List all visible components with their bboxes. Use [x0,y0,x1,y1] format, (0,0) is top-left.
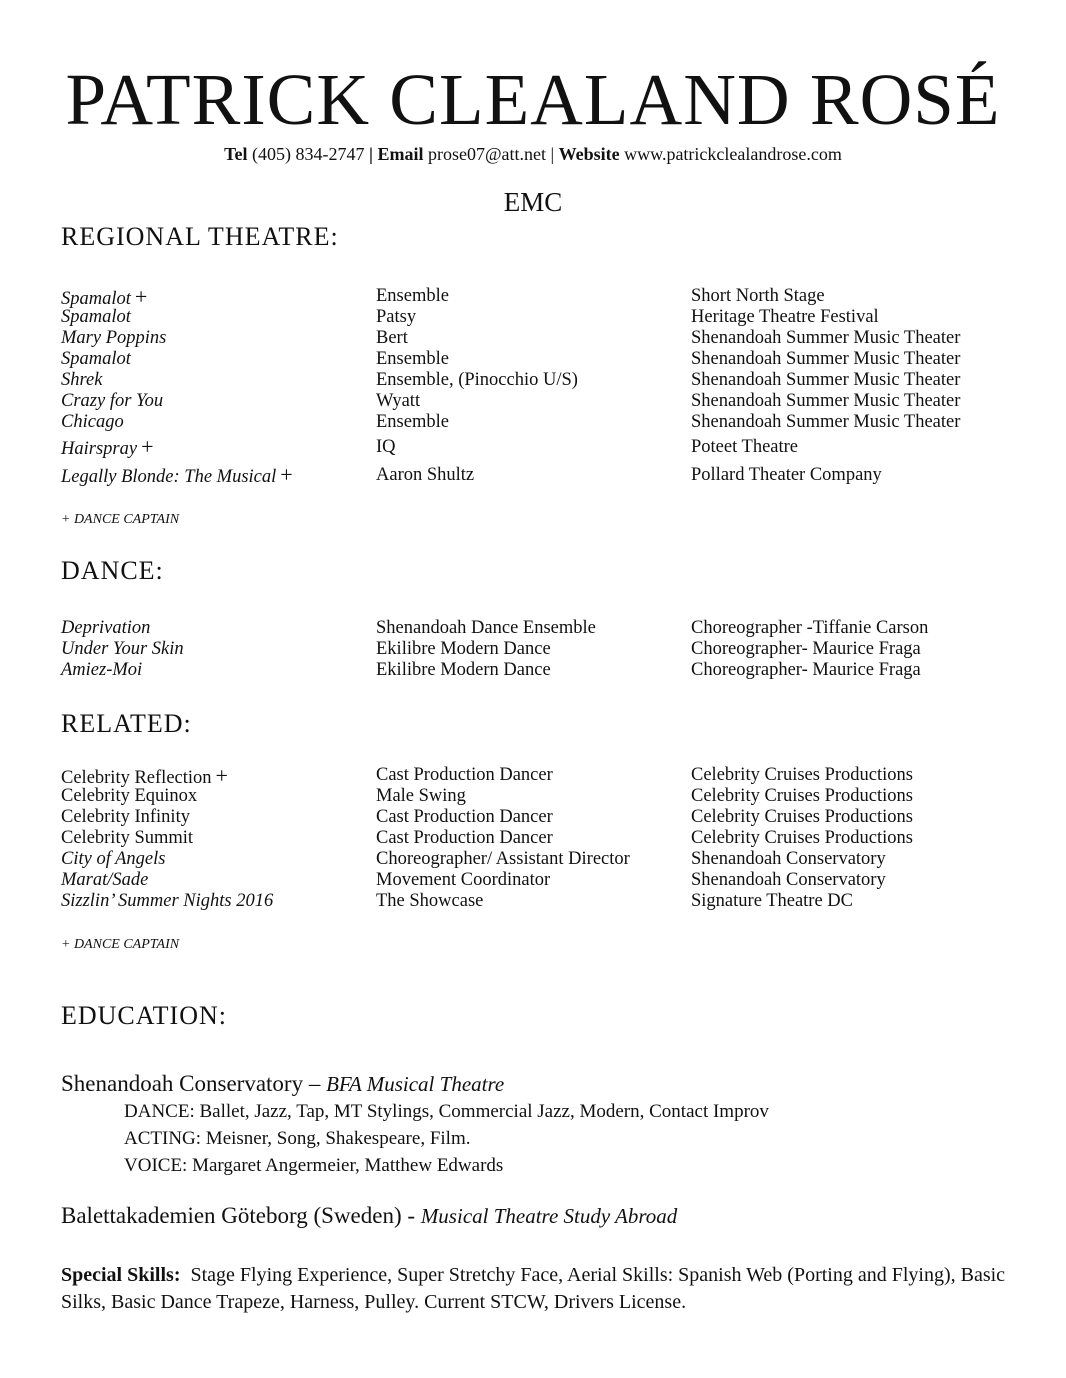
credit-show: Mary Poppins [61,328,167,348]
training-acting: ACTING: Meisner, Song, Shakespeare, Film. [124,1128,471,1149]
credit-row [61,765,1021,786]
credit-venue: Pollard Theater Company [691,465,882,485]
credit-role: IQ [376,437,396,457]
credit-role: Ensemble [376,286,449,306]
credit-show: Celebrity Equinox [61,786,198,806]
union-status: EMC [503,187,563,217]
tel-value: (405) 834-2747 [251,144,365,164]
credit-venue: Shenandoah Summer Music Theater [691,391,961,411]
credit-venue: Celebrity Cruises Productions [691,807,913,827]
credit-show: Hairspray + [61,434,154,459]
credit-show: Spamalot [61,349,131,369]
credit-row [61,370,1021,391]
credit-venue: Shenandoah Conservatory [691,849,886,869]
credit-venue: Poteet Theatre [691,437,799,457]
dance-captain-note: + DANCE CAPTAIN [61,937,180,952]
credit-venue: Shenandoah Summer Music Theater [691,412,961,432]
credit-role: Cast Production Dancer [376,828,553,848]
credit-venue: Shenandoah Summer Music Theater [691,328,961,348]
credit-role: Wyatt [376,391,421,411]
dance-captain-note: + DANCE CAPTAIN [61,512,180,527]
resume-name: PATRICK CLEALAND ROSÉ [65,59,1001,140]
credit-show: Shrek [61,370,103,390]
credit-row [61,870,1021,891]
section-heading-education: EDUCATION: [61,1001,227,1030]
credit-show: City of Angels [61,849,166,869]
credit-row [61,286,1021,307]
school-name: Balettakademien Göteborg (Sweden) [61,1203,402,1228]
skills-label: Special Skills: [61,1264,181,1286]
credit-row [61,891,1021,912]
skills-text: Stage Flying Experience, Super Stretchy Face, Aerial Skills: Spanish Web (Porting and Flying), Basic Silks, Basic Dance Trapeze, Harness, Pulley. Current STCW, Drivers License. [61,1264,1006,1313]
credit-choreographer: Choreographer- Maurice Fraga [691,660,921,680]
credit-row [61,660,1021,681]
credit-role: Cast Production Dancer [376,765,553,785]
credit-row [61,828,1021,849]
credit-row [61,639,1021,660]
email-label: Email [377,144,424,164]
credit-show: Amiez-Moi [61,660,143,680]
education-entry-shenandoah [61,1070,1041,1179]
dance-credits [61,618,1021,681]
credit-row [61,349,1021,370]
training-dance: DANCE: Ballet, Jazz, Tap, MT Stylings, Commercial Jazz, Modern, Contact Improv [124,1101,769,1122]
credit-row [61,391,1021,412]
credit-show: Sizzlin’ Summer Nights 2016 [61,891,274,911]
section-heading-regional: REGIONAL THEATRE: [61,222,339,251]
credit-venue: Signature Theatre DC [691,891,854,911]
credit-show: Celebrity Reflection + [61,763,228,788]
credit-show: Under Your Skin [61,639,184,659]
credit-role: Cast Production Dancer [376,807,553,827]
credit-row [61,433,1021,461]
credit-venue: Heritage Theatre Festival [691,307,879,327]
related-credits [61,765,1021,912]
credit-role: Bert [376,328,408,348]
dance-captain-mark: + [215,763,228,788]
credit-row [61,461,1021,489]
email-value: prose07@att.net [427,144,546,164]
school-name: Shenandoah Conservatory [61,1071,304,1096]
credit-company: Shenandoah Dance Ensemble [376,618,596,638]
school-line [61,1070,1041,1098]
credit-role: Ensemble [376,412,449,432]
credit-row [61,618,1021,639]
school-separator: – [303,1071,327,1096]
credit-role: Patsy [376,307,417,327]
school-degree: Musical Theatre Study Abroad [420,1204,678,1228]
credit-role: Ensemble [376,349,449,369]
dance-captain-mark: + [134,284,148,309]
credit-choreographer: Choreographer -Tiffanie Carson [691,618,929,638]
credit-venue: Shenandoah Summer Music Theater [691,349,961,369]
credit-row [61,328,1021,349]
contact-separator: | [364,144,378,164]
contact-line [0,143,1066,165]
school-line [61,1202,1041,1230]
training-voice: VOICE: Margaret Angermeier, Matthew Edwards [124,1155,504,1176]
school-separator: - [401,1203,421,1228]
credit-show: Crazy for You [61,391,164,411]
credit-venue: Shenandoah Conservatory [691,870,886,890]
credit-show: Chicago [61,412,124,432]
credit-show: Celebrity Infinity [61,807,190,827]
credit-role: Movement Coordinator [376,870,551,890]
education-entry-goteborg [61,1202,1041,1230]
credit-choreographer: Choreographer- Maurice Fraga [691,639,921,659]
credit-show: Celebrity Summit [61,828,194,848]
website-label: Website [558,144,620,164]
credit-row [61,307,1021,328]
credit-row [61,849,1021,870]
credit-role: Aaron Shultz [376,465,475,485]
dance-captain-mark: + [280,462,293,487]
credit-role: Male Swing [376,786,466,806]
credit-row [61,412,1021,433]
credit-row [61,807,1021,828]
section-heading-related: RELATED: [61,709,192,738]
credit-show: Spamalot [61,307,131,327]
credit-show: Deprivation [61,618,151,638]
credit-venue: Celebrity Cruises Productions [691,786,913,806]
contact-separator: | [546,144,559,164]
tel-label: Tel [224,144,248,164]
credit-company: Ekilibre Modern Dance [376,639,551,659]
regional-credits [61,286,1021,489]
credit-row [61,786,1021,807]
section-heading-dance: DANCE: [61,556,164,585]
credit-role: The Showcase [376,891,484,911]
credit-show: Spamalot + [61,284,148,309]
credit-show: Legally Blonde: The Musical + [61,462,293,487]
credit-show: Marat/Sade [61,870,149,890]
credit-venue: Celebrity Cruises Productions [691,828,913,848]
credit-venue: Shenandoah Summer Music Theater [691,370,961,390]
website-value: www.patrickclealandrose.com [624,144,842,164]
credit-company: Ekilibre Modern Dance [376,660,551,680]
special-skills [61,1262,1021,1316]
school-degree: BFA Musical Theatre [326,1072,505,1096]
credit-venue: Short North Stage [691,286,825,306]
credit-venue: Celebrity Cruises Productions [691,765,913,785]
credit-role: Ensemble, (Pinocchio U/S) [376,370,578,390]
dance-captain-mark: + [141,434,154,459]
credit-role: Choreographer/ Assistant Director [376,849,630,869]
